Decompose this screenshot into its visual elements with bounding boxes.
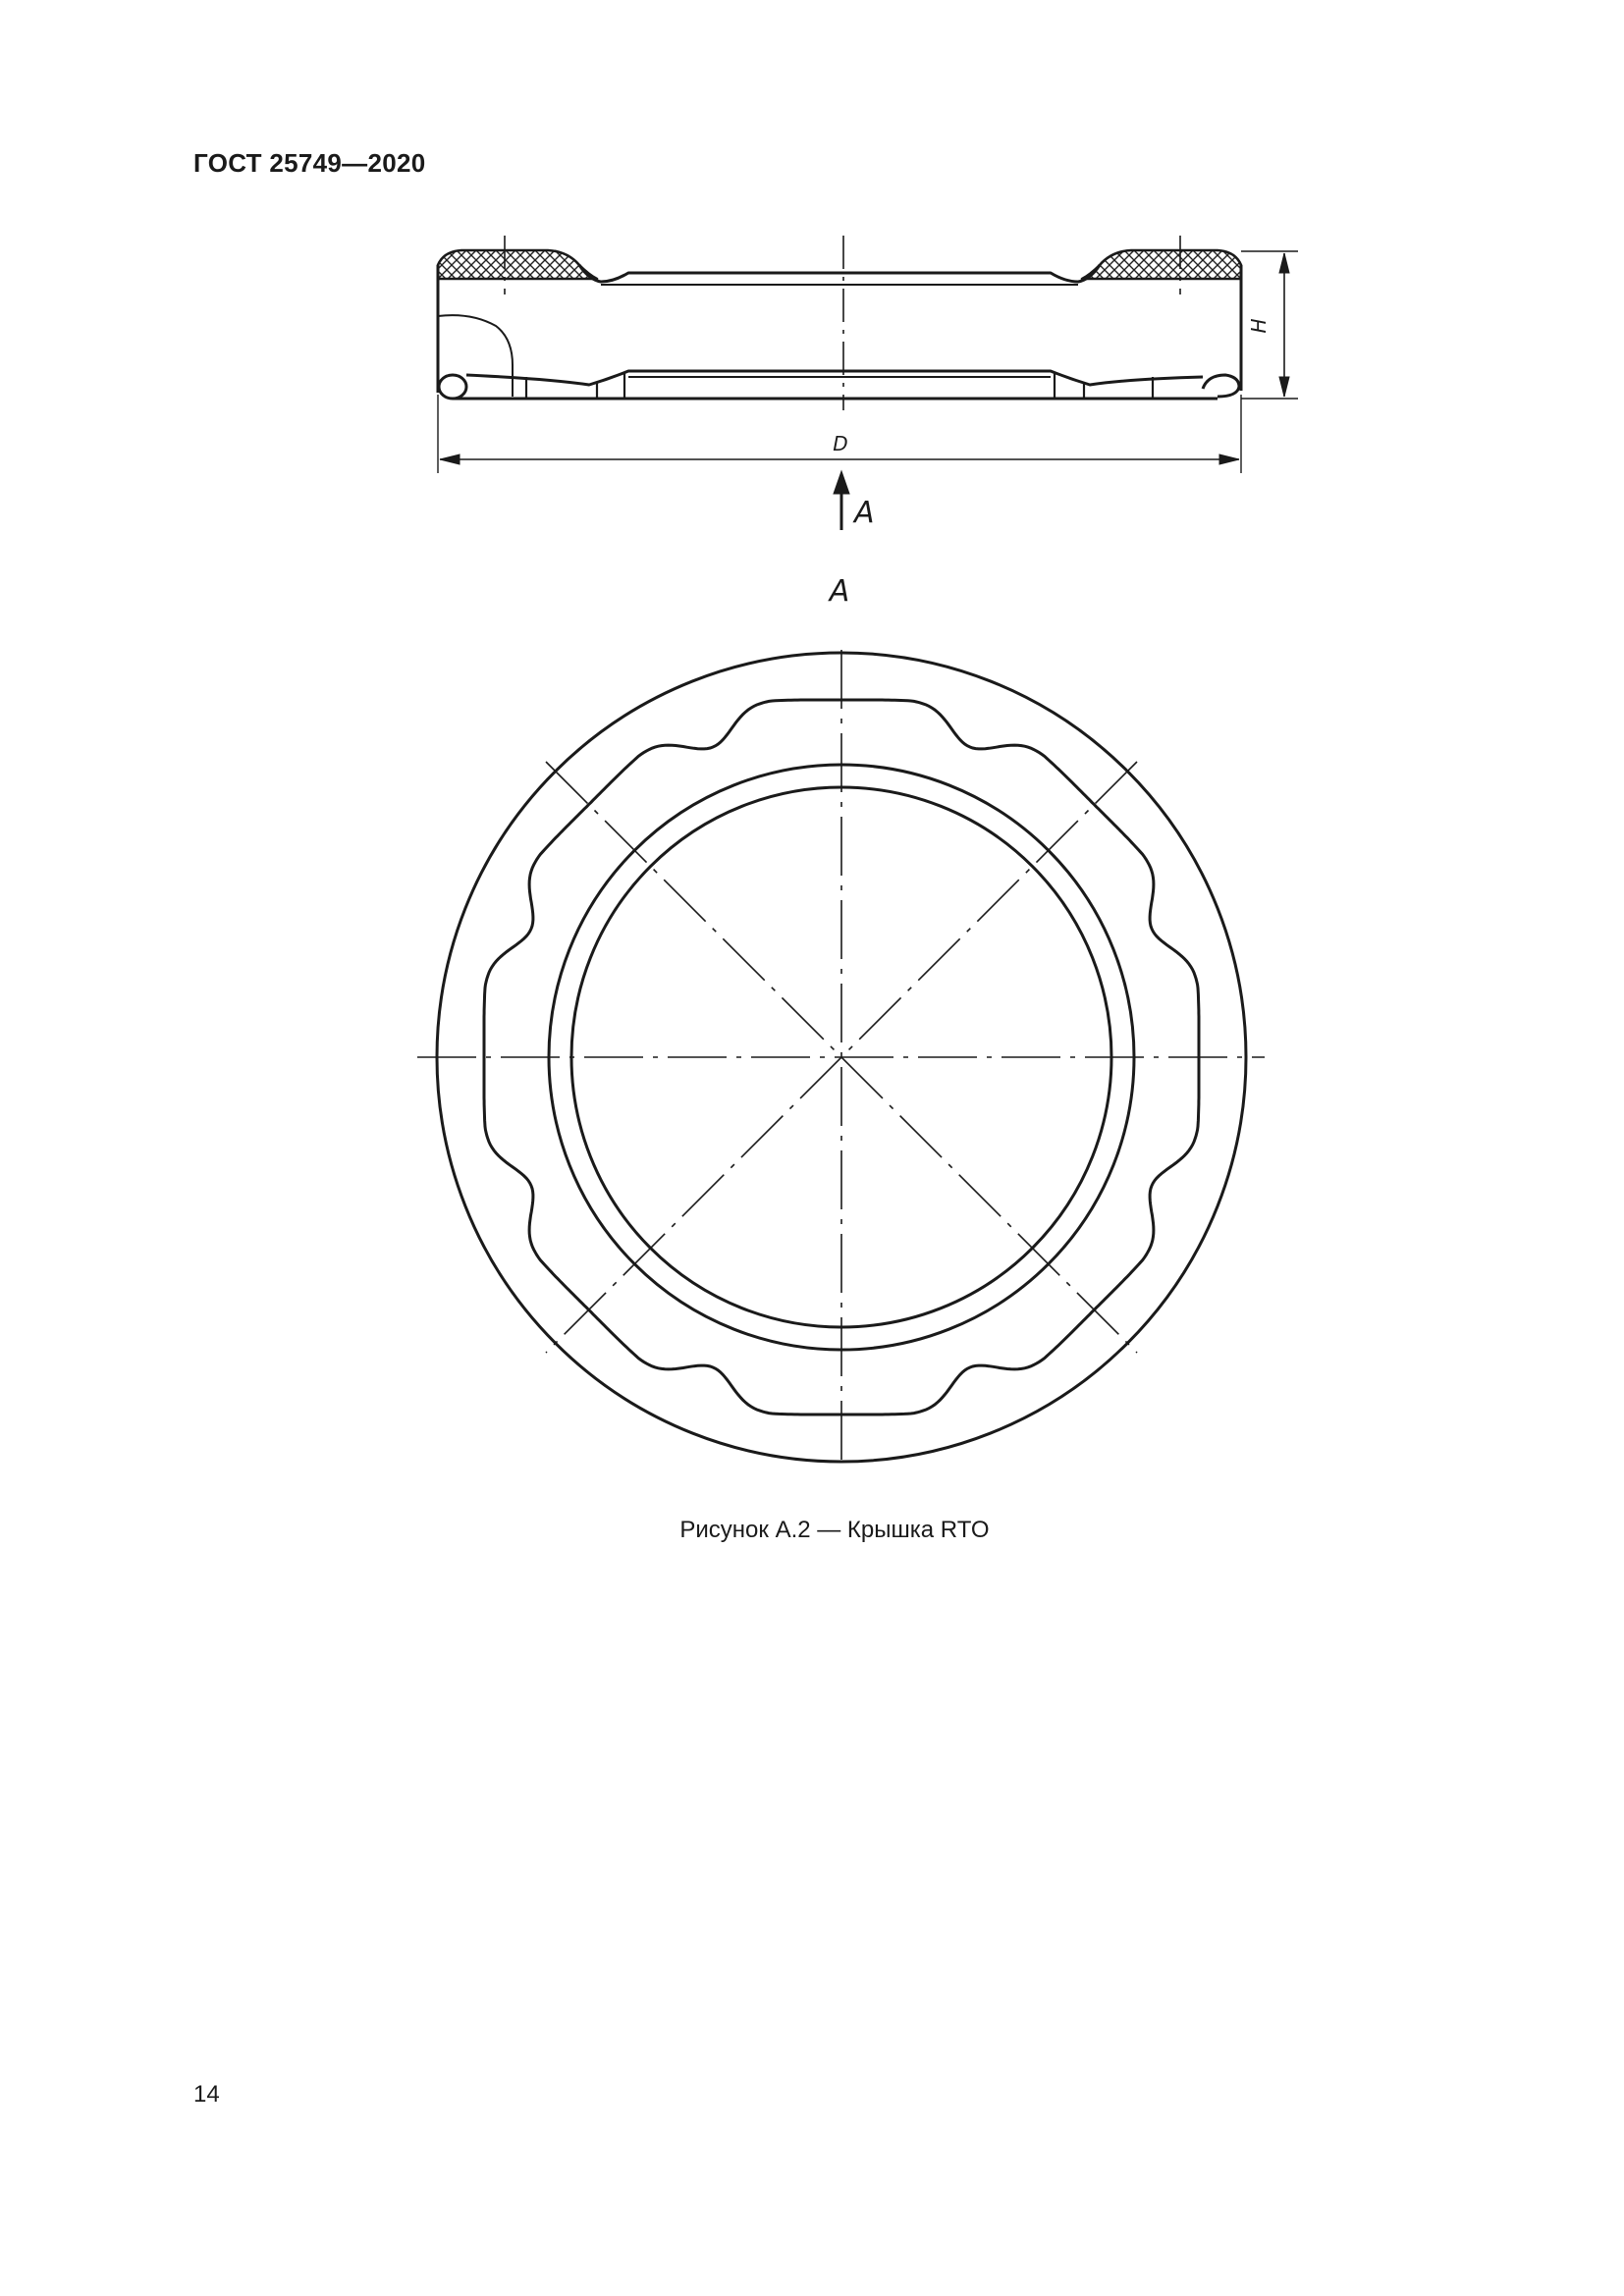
side-view-centerlines	[505, 236, 1180, 410]
left-curl-bead	[439, 375, 466, 399]
right-grip-section	[1082, 250, 1241, 279]
view-title: A	[829, 574, 850, 609]
view-arrow	[834, 471, 849, 530]
page-number: 14	[193, 2081, 220, 2108]
height-label: H	[1247, 318, 1271, 334]
figure-caption: Рисунок А.2 — Крышка RTO	[679, 1517, 990, 1543]
plan-view-centerlines	[417, 650, 1265, 1466]
document-code: ГОСТ 25749—2020	[193, 148, 426, 178]
diameter-label: D	[833, 432, 848, 455]
right-curl-bead	[1203, 375, 1239, 397]
left-grip-section	[438, 250, 597, 279]
seal-liner-curve	[438, 315, 513, 397]
side-view	[438, 250, 1241, 399]
view-arrow-label: A	[854, 496, 875, 530]
